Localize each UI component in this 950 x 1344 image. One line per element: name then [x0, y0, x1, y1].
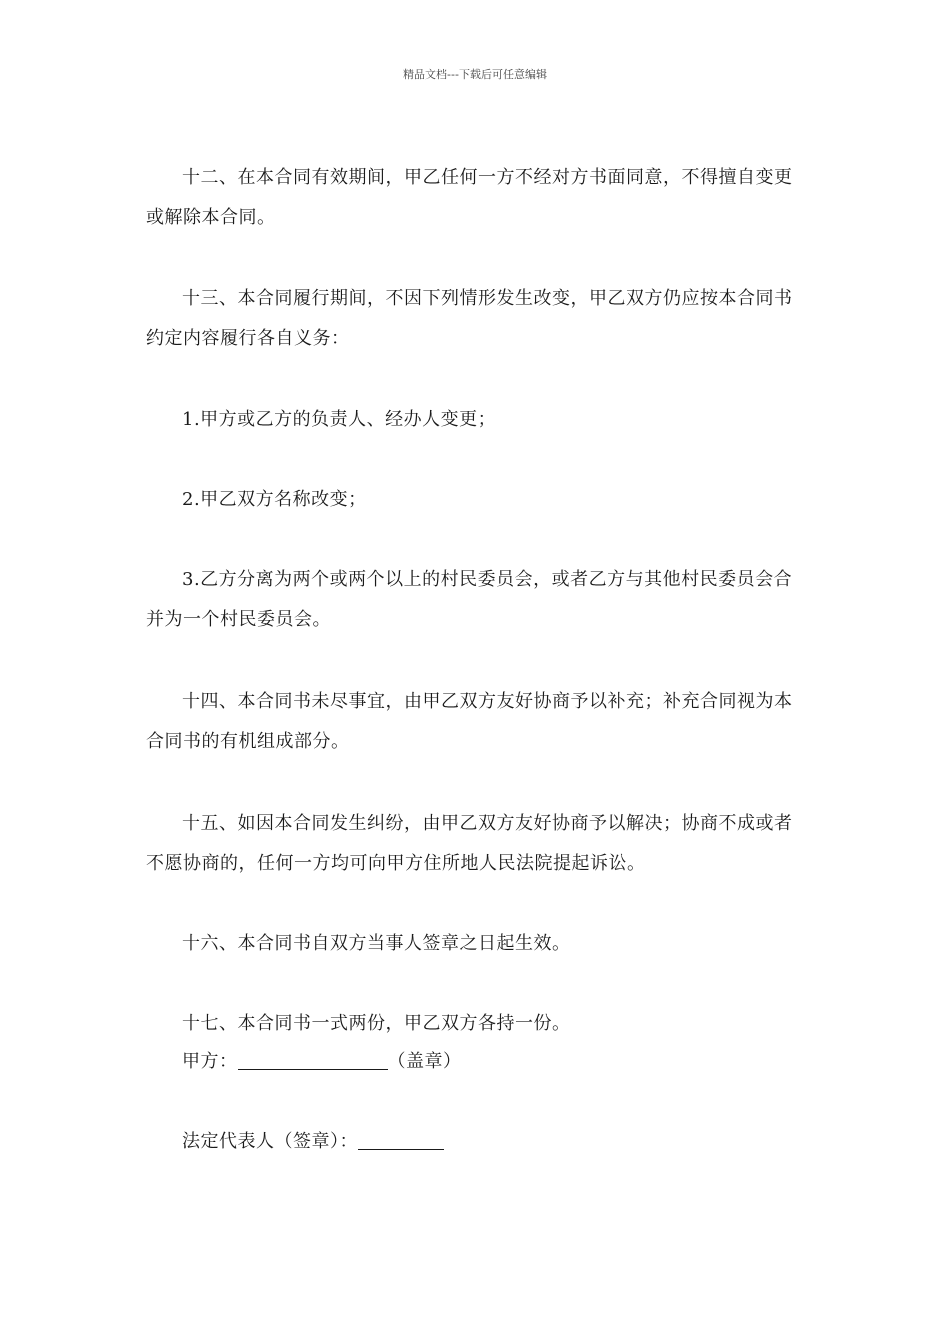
clause-15: 十五、如因本合同发生纠纷，由甲乙双方友好协商予以解决；协商不成或者不愿协商的，任何一方均可向甲方住所地人民法院提起诉讼。 [146, 813, 793, 874]
party-a-signature-line [182, 1042, 462, 1082]
clause-13: 十三、本合同履行期间，不因下列情形发生改变，甲乙双方仍应按本合同书约定内容履行各自义务： [146, 288, 793, 349]
party-a-seal-note: （盖章） [387, 1051, 462, 1072]
legal-rep-signature-line [182, 1122, 444, 1162]
clause-13-item-3: 3.乙方分离为两个或两个以上的村民委员会，或者乙方与其他村民委员会合并为一个村民委员会。 [146, 569, 793, 630]
legal-rep-blank[interactable] [358, 1131, 444, 1150]
page-header: 精品文档---下载后可任意编辑 [403, 68, 547, 81]
clause-13-item-1: 1.甲方或乙方的负责人、经办人变更； [182, 409, 497, 430]
clause-16: 十六、本合同书自双方当事人签章之日起生效。 [182, 933, 571, 954]
clause-12: 十二、在本合同有效期间，甲乙任何一方不经对方书面同意，不得擅自变更或解除本合同。 [146, 167, 793, 228]
clause-14: 十四、本合同书未尽事宜，由甲乙双方友好协商予以补充；补充合同视为本合同书的有机组成部分。 [146, 691, 793, 752]
party-a-label: 甲方： [182, 1051, 238, 1072]
party-a-blank[interactable] [238, 1051, 388, 1070]
clause-17: 十七、本合同书一式两份，甲乙双方各持一份。 [182, 1013, 571, 1034]
legal-rep-label: 法定代表人（签章）： [182, 1131, 358, 1152]
clause-13-item-2: 2.甲乙双方名称改变； [182, 489, 367, 510]
